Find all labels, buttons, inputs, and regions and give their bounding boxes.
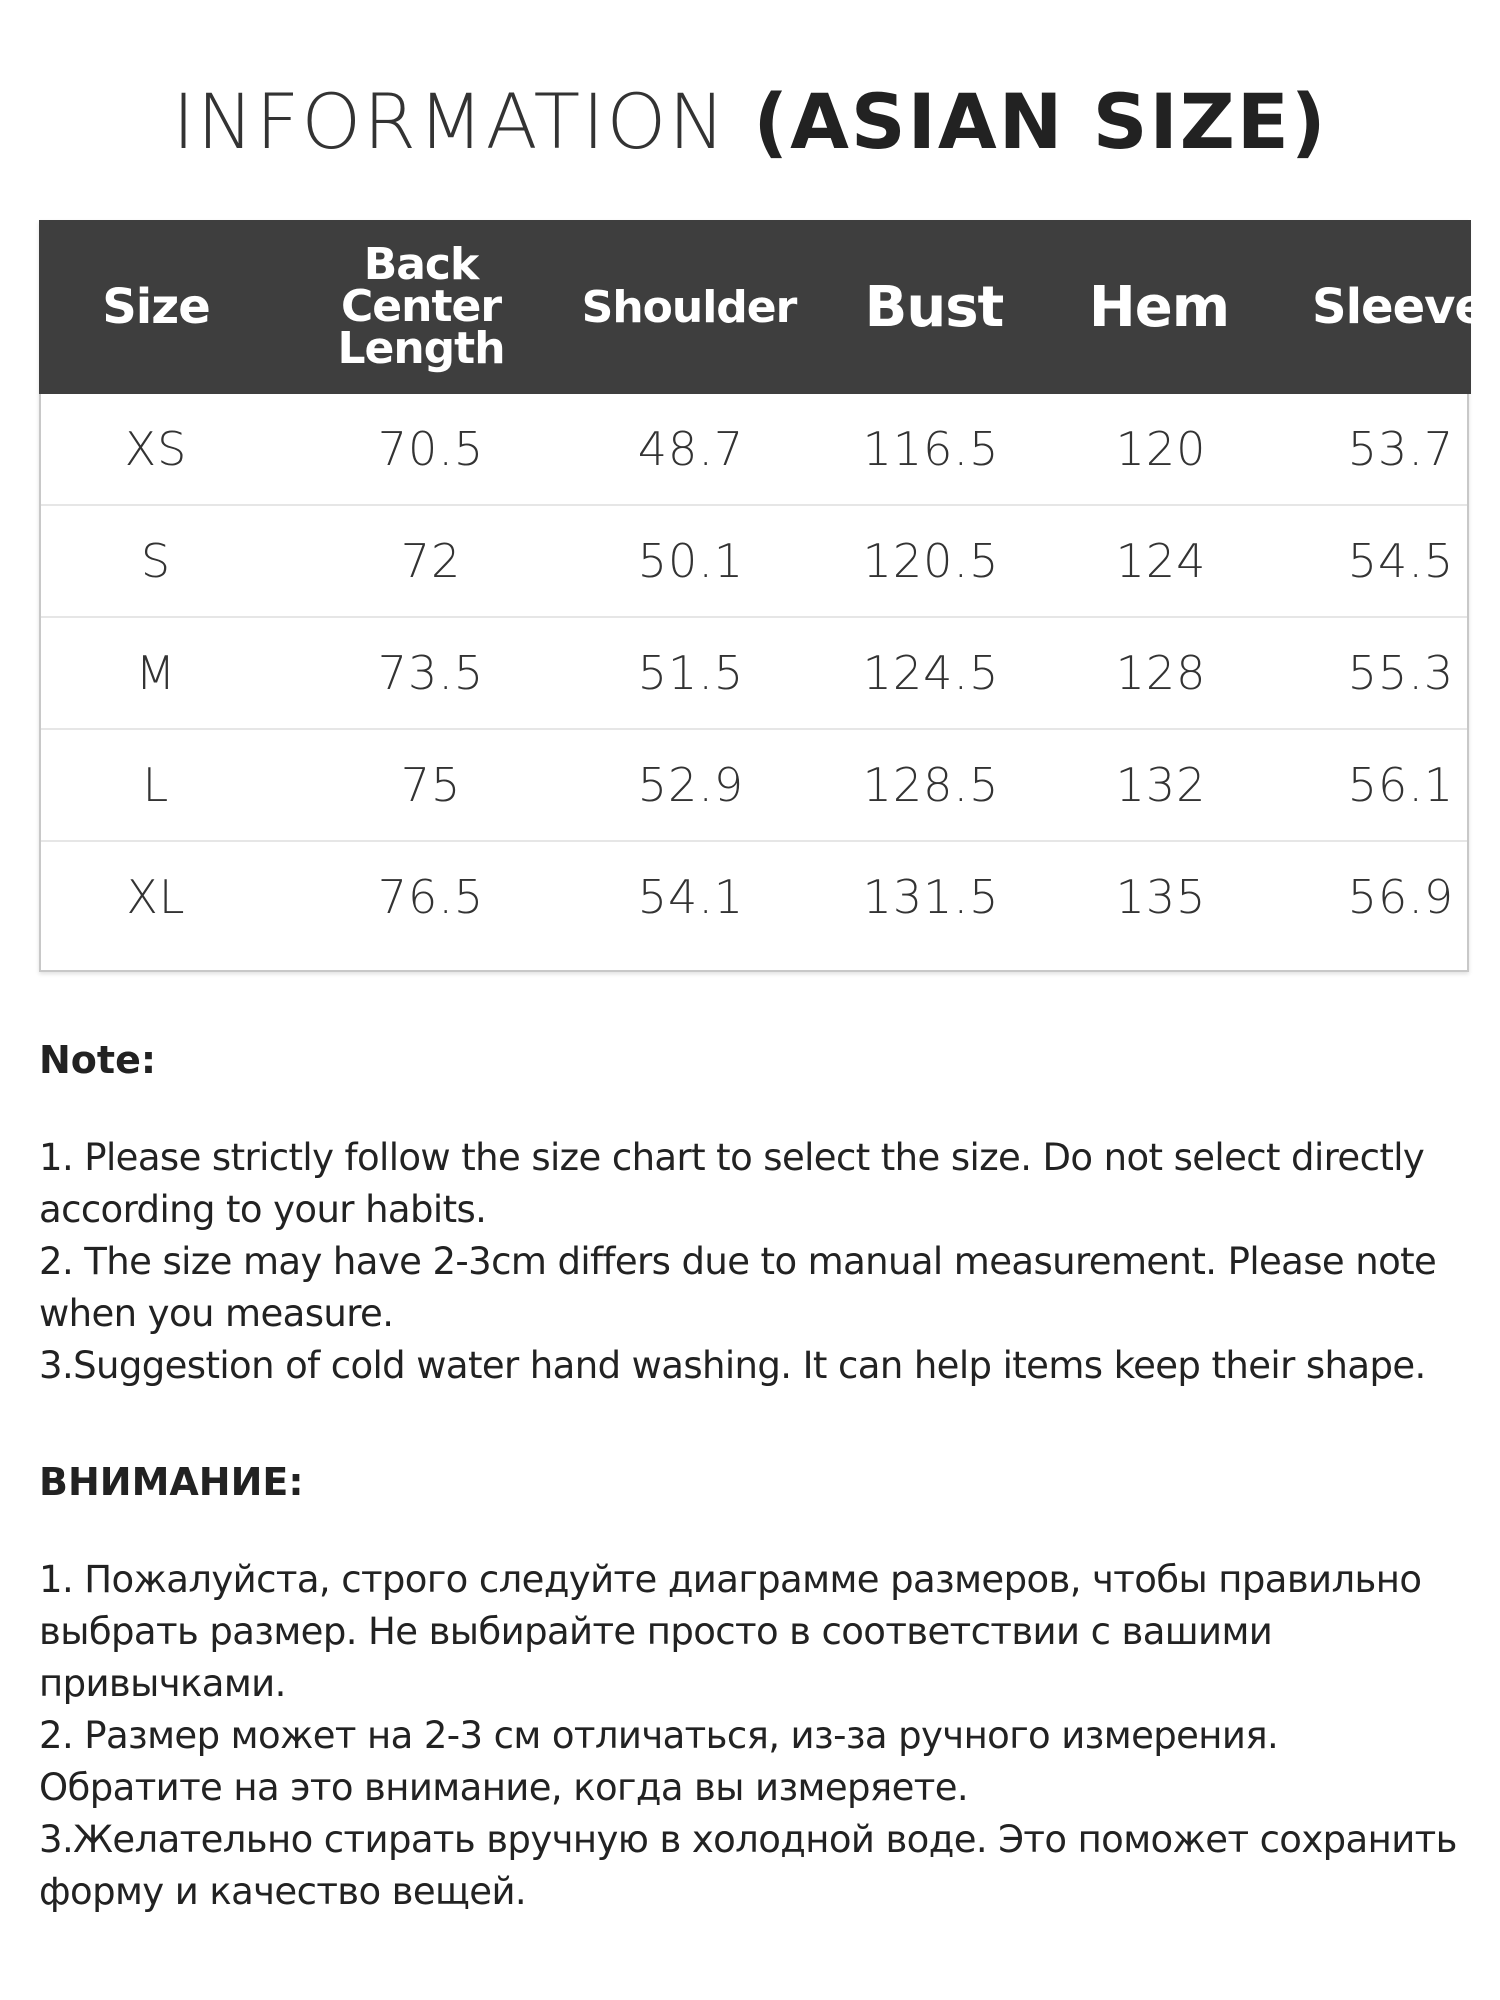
cell-back-center-length: 73.5 <box>377 646 485 700</box>
cell-shoulder: 51.5 <box>637 646 745 700</box>
note-ru-line: 3.Желательно стирать вручную в холодной воде. Это поможет сохранить <box>39 1818 1457 1861</box>
cell-bust: 131.5 <box>862 870 1000 924</box>
cell-hem: 135 <box>1115 870 1207 924</box>
cell-bust: 124.5 <box>862 646 1000 700</box>
table-row <box>41 730 1467 842</box>
cell-bust: 128.5 <box>862 758 1000 812</box>
title-light: INFORMATION <box>172 77 754 166</box>
table-row <box>41 394 1467 506</box>
note-ru-line: Обратите на это внимание, когда вы измеряете. <box>39 1766 969 1809</box>
header-shoulder: Shoulder <box>581 281 797 333</box>
cell-hem: 124 <box>1115 534 1207 588</box>
cell-shoulder: 54.1 <box>637 870 745 924</box>
note-en-line: 1. Please strictly follow the size chart to select the size. Do not select directly <box>39 1136 1425 1179</box>
size-chart-table <box>39 220 1486 972</box>
cell-size: L <box>142 758 170 812</box>
note-en-line: when you measure. <box>39 1292 394 1335</box>
cell-size: S <box>140 534 172 588</box>
cell-sleeve: 53.7 <box>1347 422 1455 476</box>
note-en-line: 2. The size may have 2-3cm differs due to manual measurement. Please note <box>39 1240 1437 1283</box>
cell-bust: 120.5 <box>862 534 1000 588</box>
cell-hem: 132 <box>1115 758 1207 812</box>
note-ru-line: форму и качество вещей. <box>39 1870 527 1913</box>
note-en-line: 3.Suggestion of cold water hand washing. It can help items keep their shape. <box>39 1344 1426 1387</box>
cell-sleeve: 56.9 <box>1347 870 1455 924</box>
cell-sleeve: 54.5 <box>1347 534 1455 588</box>
header-hem: Hem <box>1088 274 1230 340</box>
cell-shoulder: 50.1 <box>637 534 745 588</box>
title-bold: (ASIAN SIZE) <box>753 77 1328 166</box>
cell-size: XS <box>124 422 188 476</box>
cell-hem: 128 <box>1115 646 1207 700</box>
header-bust: Bust <box>864 274 1004 340</box>
note-ru-line: привычками. <box>39 1662 286 1705</box>
table-row <box>41 842 1467 954</box>
table-row <box>41 506 1467 618</box>
table-row <box>41 618 1467 730</box>
header-size: Size <box>102 279 210 335</box>
header-back-center-length-label: Back Center Length <box>337 239 505 374</box>
table-header <box>39 220 1486 394</box>
cell-shoulder: 52.9 <box>637 758 745 812</box>
notes-section <box>39 1030 1469 1918</box>
page-title <box>0 72 1500 172</box>
note-ru-line: выбрать размер. Не выбирайте просто в соответствии с вашими <box>39 1610 1273 1653</box>
cell-back-center-length: 75 <box>400 758 462 812</box>
cell-back-center-length: 72 <box>400 534 462 588</box>
header-back-center-length <box>271 220 571 394</box>
cell-size: XL <box>126 870 186 924</box>
cell-hem: 120 <box>1115 422 1207 476</box>
cell-sleeve: 55.3 <box>1347 646 1455 700</box>
note-heading-en: Note: <box>39 1038 157 1082</box>
cell-bust: 116.5 <box>862 422 1000 476</box>
cell-sleeve: 56.1 <box>1347 758 1455 812</box>
cell-back-center-length: 76.5 <box>377 870 485 924</box>
note-ru-line: 2. Размер может на 2-3 см отличаться, из-за ручного измерения. <box>39 1714 1279 1757</box>
note-heading-ru: ВНИМАНИЕ: <box>39 1460 304 1504</box>
header-sleeve: Sleeve <box>1312 279 1486 335</box>
cell-back-center-length: 70.5 <box>377 422 485 476</box>
note-ru-line: 1. Пожалуйста, строго следуйте диаграмме размеров, чтобы правильно <box>39 1558 1422 1601</box>
note-en-line: according to your habits. <box>39 1188 487 1231</box>
cell-size: M <box>135 646 177 700</box>
cell-shoulder: 48.7 <box>637 422 745 476</box>
